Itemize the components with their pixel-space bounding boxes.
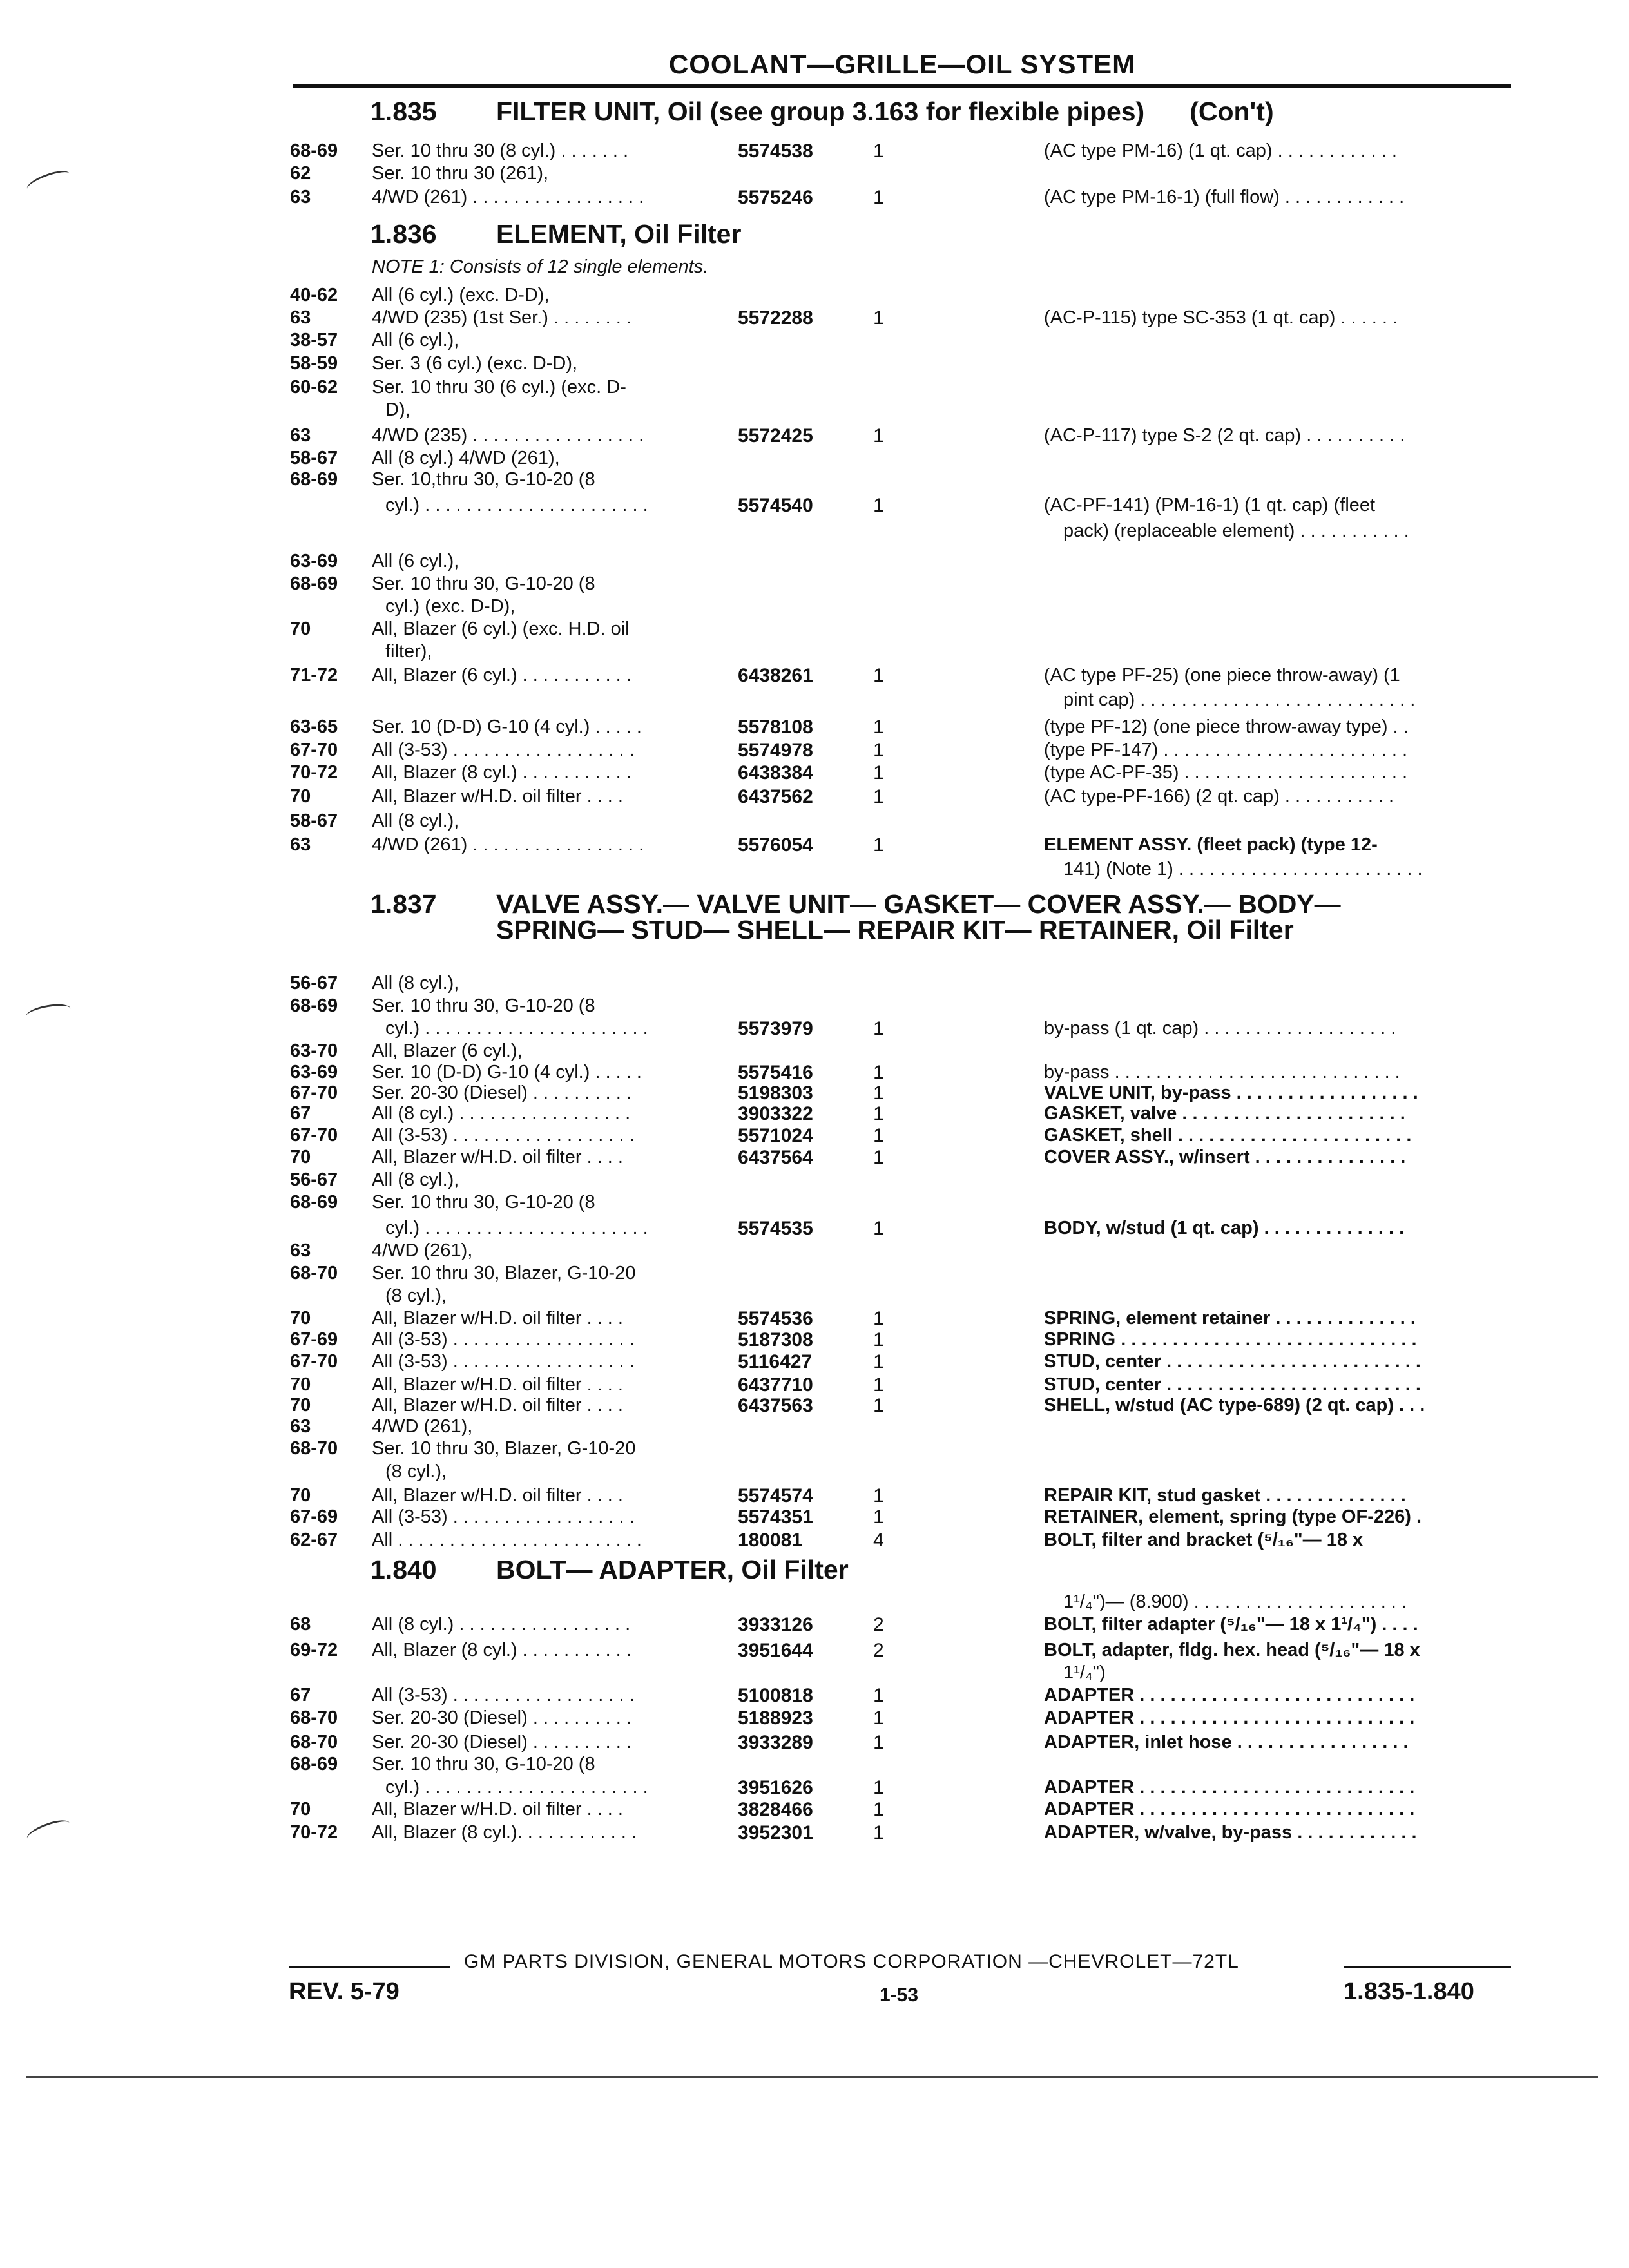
section-title: VALVE ASSY.— VALVE UNIT— GASKET— COVER ASSY.— BODY— bbox=[496, 889, 1341, 919]
application: Ser. 10 thru 30 (6 cyl.) (exc. D- bbox=[372, 377, 626, 398]
description: VALVE UNIT, by-pass . . . . . . . . . . . . . . . . . . bbox=[1044, 1082, 1418, 1103]
model-year: 63 bbox=[290, 307, 311, 328]
description: SHELL, w/stud (AC type-689) (2 qt. cap) . . . bbox=[1044, 1395, 1425, 1416]
quantity: 1 bbox=[873, 495, 884, 516]
application: All, Blazer w/H.D. oil filter . . . . bbox=[372, 1147, 623, 1168]
quantity: 1 bbox=[873, 1308, 884, 1329]
part-number: 3828466 bbox=[738, 1799, 813, 1820]
quantity: 1 bbox=[873, 786, 884, 807]
application: All (6 cyl.), bbox=[372, 330, 459, 351]
quantity: 1 bbox=[873, 187, 884, 208]
description: ELEMENT ASSY. (fleet pack) (type 12- bbox=[1044, 834, 1378, 855]
section-header bbox=[371, 97, 1274, 127]
description: (type PF-12) (one piece throw-away type) . . bbox=[1044, 716, 1409, 737]
quantity: 1 bbox=[873, 1822, 884, 1843]
section-header bbox=[371, 219, 741, 249]
part-number: 6437563 bbox=[738, 1395, 813, 1416]
application: Ser. 10 thru 30 (8 cyl.) . . . . . . . bbox=[372, 140, 629, 161]
model-year: 63-69 bbox=[290, 551, 338, 572]
application: All, Blazer w/H.D. oil filter . . . . bbox=[372, 1374, 623, 1395]
application: All, Blazer (8 cyl.). . . . . . . . . . . . bbox=[372, 1822, 637, 1843]
model-year: 68-69 bbox=[290, 573, 338, 594]
model-year: 70 bbox=[290, 1485, 311, 1506]
application: All (6 cyl.) (exc. D-D), bbox=[372, 285, 550, 305]
model-year: 63 bbox=[290, 187, 311, 207]
model-year: 63 bbox=[290, 1416, 311, 1437]
part-number: 3903322 bbox=[738, 1103, 813, 1124]
description: GASKET, shell . . . . . . . . . . . . . . . . . . . . . . . bbox=[1044, 1125, 1412, 1146]
part-number: 6437562 bbox=[738, 786, 813, 807]
part-number: 6438384 bbox=[738, 762, 813, 783]
application: 4/WD (235) . . . . . . . . . . . . . . . . . bbox=[372, 425, 644, 446]
part-number: 5575416 bbox=[738, 1062, 813, 1083]
application: All (6 cyl.), bbox=[372, 551, 459, 572]
model-year: 63-69 bbox=[290, 1062, 338, 1082]
part-number: 6437564 bbox=[738, 1147, 813, 1168]
application: Ser. 10 (D-D) G-10 (4 cyl.) . . . . . bbox=[372, 716, 642, 737]
application: All, Blazer w/H.D. oil filter . . . . bbox=[372, 1308, 623, 1329]
quantity: 1 bbox=[873, 307, 884, 329]
description: by-pass . . . . . . . . . . . . . . . . . . . . . . . . . . . . bbox=[1044, 1062, 1400, 1082]
quantity: 1 bbox=[873, 1018, 884, 1039]
application: All, Blazer (6 cyl.) (exc. H.D. oil bbox=[372, 619, 630, 639]
model-year: 68-70 bbox=[290, 1263, 338, 1283]
model-year: 68-70 bbox=[290, 1707, 338, 1728]
model-year: 70 bbox=[290, 1799, 311, 1820]
quantity: 1 bbox=[873, 140, 884, 162]
quantity: 1 bbox=[873, 1685, 884, 1706]
description: BOLT, adapter, fldg. hex. head (⁵/₁₆"— 18 x bbox=[1044, 1640, 1420, 1660]
section-title: FILTER UNIT, Oil (see group 3.163 for flexible pipes) bbox=[496, 97, 1145, 126]
application: All, Blazer w/H.D. oil filter . . . . bbox=[372, 786, 623, 807]
application: Ser. 10 thru 30, Blazer, G-10-20 bbox=[372, 1438, 636, 1459]
application: All, Blazer w/H.D. oil filter . . . . bbox=[372, 1799, 623, 1820]
model-year: 62-67 bbox=[290, 1530, 338, 1550]
application: Ser. 10 thru 30, G-10-20 (8 bbox=[372, 573, 595, 594]
model-year: 63-70 bbox=[290, 1041, 338, 1061]
part-number: 3952301 bbox=[738, 1822, 813, 1843]
part-number: 3933289 bbox=[738, 1732, 813, 1753]
model-year: 56-67 bbox=[290, 1169, 338, 1190]
continued-label: (Con't) bbox=[1190, 97, 1274, 126]
part-number: 6437710 bbox=[738, 1374, 813, 1396]
part-number: 5100818 bbox=[738, 1685, 813, 1706]
description-continued: 141) (Note 1) . . . . . . . . . . . . . . . . . . . . . . . . bbox=[1063, 859, 1423, 879]
application: All (3-53) . . . . . . . . . . . . . . . . . . bbox=[372, 1351, 635, 1372]
description-continued: pack) (replaceable element) . . . . . . . . . . . bbox=[1063, 521, 1409, 541]
quantity: 1 bbox=[873, 834, 884, 856]
model-year: 67 bbox=[290, 1685, 311, 1706]
description: ADAPTER, w/valve, by-pass . . . . . . . . . . . . bbox=[1044, 1822, 1417, 1843]
model-year: 68-69 bbox=[290, 995, 338, 1016]
model-year: 68-70 bbox=[290, 1438, 338, 1459]
part-number: 5571024 bbox=[738, 1125, 813, 1146]
quantity: 1 bbox=[873, 1485, 884, 1506]
part-number: 180081 bbox=[738, 1530, 803, 1551]
application: All, Blazer w/H.D. oil filter . . . . bbox=[372, 1395, 623, 1416]
description: (AC-P-115) type SC-353 (1 qt. cap) . . . . . . bbox=[1044, 307, 1398, 328]
footer-page-number: 1-53 bbox=[880, 1984, 919, 2006]
quantity: 1 bbox=[873, 1125, 884, 1146]
application: All (8 cyl.), bbox=[372, 973, 459, 994]
quantity: 1 bbox=[873, 1799, 884, 1820]
section-title: ELEMENT, Oil Filter bbox=[496, 219, 742, 249]
application: All (8 cyl.) 4/WD (261), bbox=[372, 448, 560, 468]
application: Ser. 20-30 (Diesel) . . . . . . . . . . bbox=[372, 1707, 631, 1728]
application-continued: cyl.) . . . . . . . . . . . . . . . . . . . . . . bbox=[385, 1777, 648, 1798]
quantity: 1 bbox=[873, 665, 884, 686]
application: Ser. 3 (6 cyl.) (exc. D-D), bbox=[372, 353, 578, 374]
quantity: 4 bbox=[873, 1530, 884, 1551]
model-year: 63-65 bbox=[290, 716, 338, 737]
description: ADAPTER . . . . . . . . . . . . . . . . . . . . . . . . . . . bbox=[1044, 1777, 1415, 1798]
section-title-continued: SPRING— STUD— SHELL— REPAIR KIT— RETAINER, Oil Filter bbox=[496, 915, 1294, 945]
application: All . . . . . . . . . . . . . . . . . . . . . . . . bbox=[372, 1530, 642, 1550]
quantity: 1 bbox=[873, 740, 884, 761]
model-year: 63 bbox=[290, 1240, 311, 1261]
application: All (3-53) . . . . . . . . . . . . . . . . . . bbox=[372, 1125, 635, 1146]
application-continued: cyl.) . . . . . . . . . . . . . . . . . . . . . . bbox=[385, 1218, 648, 1238]
part-number: 5573979 bbox=[738, 1018, 813, 1039]
application: 4/WD (261), bbox=[372, 1240, 473, 1261]
section-number: 1.837 bbox=[371, 889, 437, 919]
application: Ser. 10 thru 30, G-10-20 (8 bbox=[372, 1754, 595, 1774]
footer-rule-right bbox=[1344, 1966, 1511, 1968]
section-note: NOTE 1: Consists of 12 single elements. bbox=[372, 256, 709, 277]
model-year: 60-62 bbox=[290, 377, 338, 398]
application: All (3-53) . . . . . . . . . . . . . . . . . . bbox=[372, 1506, 635, 1527]
description: (type PF-147) . . . . . . . . . . . . . . . . . . . . . . . . bbox=[1044, 740, 1408, 760]
model-year: 68-69 bbox=[290, 1192, 338, 1213]
model-year: 40-62 bbox=[290, 285, 338, 305]
part-number: 5574540 bbox=[738, 495, 813, 516]
application: All, Blazer (8 cyl.) . . . . . . . . . . . bbox=[372, 1640, 631, 1660]
description: SPRING . . . . . . . . . . . . . . . . . . . . . . . . . . . . . bbox=[1044, 1329, 1417, 1350]
model-year: 69-72 bbox=[290, 1640, 338, 1660]
model-year: 68-69 bbox=[290, 1754, 338, 1774]
application: All (3-53) . . . . . . . . . . . . . . . . . . bbox=[372, 740, 635, 760]
application: Ser. 10 thru 30 (261), bbox=[372, 163, 549, 184]
model-year: 63 bbox=[290, 834, 311, 855]
application: All (8 cyl.), bbox=[372, 1169, 459, 1190]
quantity: 2 bbox=[873, 1614, 884, 1635]
quantity: 1 bbox=[873, 1777, 884, 1798]
section-number: 1.835 bbox=[371, 97, 437, 126]
model-year: 68-69 bbox=[290, 469, 338, 490]
quantity: 1 bbox=[873, 1374, 884, 1396]
application: All (3-53) . . . . . . . . . . . . . . . . . . bbox=[372, 1329, 635, 1350]
description: (AC-PF-141) (PM-16-1) (1 qt. cap) (fleet bbox=[1044, 495, 1376, 515]
quantity: 2 bbox=[873, 1640, 884, 1661]
punch-mark bbox=[24, 1816, 72, 1846]
application: 4/WD (261) . . . . . . . . . . . . . . . . . bbox=[372, 187, 644, 207]
quantity: 1 bbox=[873, 1082, 884, 1104]
page-bottom-rule bbox=[26, 2076, 1598, 2078]
description-continued: pint cap) . . . . . . . . . . . . . . . . . . . . . . . . . . . bbox=[1063, 689, 1416, 710]
quantity: 1 bbox=[873, 1395, 884, 1416]
application: 4/WD (235) (1st Ser.) . . . . . . . . bbox=[372, 307, 631, 328]
quantity: 1 bbox=[873, 1103, 884, 1124]
part-number: 5578108 bbox=[738, 716, 813, 738]
application-continued: (8 cyl.), bbox=[385, 1285, 447, 1306]
part-number: 3951626 bbox=[738, 1777, 813, 1798]
punch-mark bbox=[24, 167, 72, 197]
model-year: 67-70 bbox=[290, 1082, 338, 1103]
application: Ser. 10,thru 30, G-10-20 (8 bbox=[372, 469, 595, 490]
part-number: 5575246 bbox=[738, 187, 813, 208]
description: COVER ASSY., w/insert . . . . . . . . . . . . . . . bbox=[1044, 1147, 1406, 1168]
description: (AC type PF-25) (one piece throw-away) (1 bbox=[1044, 665, 1400, 686]
description: ADAPTER . . . . . . . . . . . . . . . . . . . . . . . . . . . bbox=[1044, 1707, 1415, 1728]
model-year: 67-69 bbox=[290, 1506, 338, 1527]
model-year: 58-67 bbox=[290, 811, 338, 831]
description: REPAIR KIT, stud gasket . . . . . . . . . . . . . . bbox=[1044, 1485, 1406, 1506]
part-number: 6438261 bbox=[738, 665, 813, 686]
quantity: 1 bbox=[873, 1147, 884, 1168]
model-year: 67-70 bbox=[290, 1351, 338, 1372]
quantity: 1 bbox=[873, 1218, 884, 1239]
application: All (8 cyl.) . . . . . . . . . . . . . . . . . bbox=[372, 1614, 631, 1635]
quantity: 1 bbox=[873, 1707, 884, 1729]
application-continued: filter), bbox=[385, 641, 432, 662]
application: Ser. 10 thru 30, G-10-20 (8 bbox=[372, 1192, 595, 1213]
description: RETAINER, element, spring (type OF-226) . bbox=[1044, 1506, 1422, 1527]
description-continued: 1¹/₄")— (8.900) . . . . . . . . . . . . . . . . . . . . . bbox=[1063, 1591, 1407, 1612]
description: ADAPTER . . . . . . . . . . . . . . . . . . . . . . . . . . . bbox=[1044, 1799, 1415, 1820]
footer-publisher: GM PARTS DIVISION, GENERAL MOTORS CORPORATION —CHEVROLET—72TL bbox=[464, 1951, 1239, 1972]
description: by-pass (1 qt. cap) . . . . . . . . . . . . . . . . . . . bbox=[1044, 1018, 1396, 1039]
description: BODY, w/stud (1 qt. cap) . . . . . . . . . . . . . . bbox=[1044, 1218, 1405, 1238]
part-number: 5188923 bbox=[738, 1707, 813, 1729]
model-year: 68 bbox=[290, 1614, 311, 1635]
model-year: 70-72 bbox=[290, 1822, 338, 1843]
part-number: 5574978 bbox=[738, 740, 813, 761]
application: All, Blazer (6 cyl.) . . . . . . . . . . . bbox=[372, 665, 631, 686]
model-year: 68-70 bbox=[290, 1732, 338, 1753]
section-header bbox=[371, 1555, 849, 1585]
application-continued: cyl.) . . . . . . . . . . . . . . . . . . . . . . bbox=[385, 495, 648, 515]
description: GASKET, valve . . . . . . . . . . . . . . . . . . . . . . bbox=[1044, 1103, 1405, 1124]
model-year: 70 bbox=[290, 619, 311, 639]
part-number: 5576054 bbox=[738, 834, 813, 856]
quantity: 1 bbox=[873, 1732, 884, 1753]
quantity: 1 bbox=[873, 425, 884, 447]
description: STUD, center . . . . . . . . . . . . . . . . . . . . . . . . . bbox=[1044, 1374, 1421, 1395]
model-year: 67-69 bbox=[290, 1329, 338, 1350]
application-continued: (8 cyl.), bbox=[385, 1461, 447, 1482]
application: Ser. 20-30 (Diesel) . . . . . . . . . . bbox=[372, 1732, 631, 1753]
application: Ser. 10 thru 30, Blazer, G-10-20 bbox=[372, 1263, 636, 1283]
application: All (3-53) . . . . . . . . . . . . . . . . . . bbox=[372, 1685, 635, 1706]
quantity: 1 bbox=[873, 1351, 884, 1372]
application: Ser. 10 (D-D) G-10 (4 cyl.) . . . . . bbox=[372, 1062, 642, 1082]
footer-section-range: 1.835-1.840 bbox=[1344, 1978, 1474, 2005]
model-year: 70 bbox=[290, 1308, 311, 1329]
model-year: 70 bbox=[290, 786, 311, 807]
model-year: 58-59 bbox=[290, 353, 338, 374]
model-year: 67-70 bbox=[290, 740, 338, 760]
part-number: 5572425 bbox=[738, 425, 813, 447]
application: Ser. 10 thru 30, G-10-20 (8 bbox=[372, 995, 595, 1016]
punch-mark bbox=[25, 1001, 72, 1024]
quantity: 1 bbox=[873, 716, 884, 738]
part-number: 5574538 bbox=[738, 140, 813, 162]
quantity: 1 bbox=[873, 762, 884, 783]
description: (AC type PM-16) (1 qt. cap) . . . . . . . . . . . . bbox=[1044, 140, 1397, 161]
application: All, Blazer w/H.D. oil filter . . . . bbox=[372, 1485, 623, 1506]
part-number: 3951644 bbox=[738, 1640, 813, 1661]
model-year: 68-69 bbox=[290, 140, 338, 161]
title-rule bbox=[293, 84, 1511, 88]
application: 4/WD (261) . . . . . . . . . . . . . . . . . bbox=[372, 834, 644, 855]
footer-revision: REV. 5-79 bbox=[289, 1978, 400, 2005]
section-number: 1.836 bbox=[371, 219, 437, 249]
application: All (8 cyl.), bbox=[372, 811, 459, 831]
model-year: 62 bbox=[290, 163, 311, 184]
part-number: 5574351 bbox=[738, 1506, 813, 1528]
section-number: 1.840 bbox=[371, 1555, 437, 1584]
application-continued: cyl.) . . . . . . . . . . . . . . . . . . . . . . bbox=[385, 1018, 648, 1039]
description: ADAPTER . . . . . . . . . . . . . . . . . . . . . . . . . . . bbox=[1044, 1685, 1415, 1706]
description: SPRING, element retainer . . . . . . . . . . . . . . bbox=[1044, 1308, 1416, 1329]
quantity: 1 bbox=[873, 1506, 884, 1528]
quantity: 1 bbox=[873, 1062, 884, 1083]
part-number: 5574574 bbox=[738, 1485, 813, 1506]
model-year: 56-67 bbox=[290, 973, 338, 994]
part-number: 5116427 bbox=[738, 1351, 813, 1372]
application: Ser. 20-30 (Diesel) . . . . . . . . . . bbox=[372, 1082, 631, 1103]
part-number: 5572288 bbox=[738, 307, 813, 329]
part-number: 5187308 bbox=[738, 1329, 813, 1350]
application: All, Blazer (6 cyl.), bbox=[372, 1041, 523, 1061]
model-year: 70 bbox=[290, 1147, 311, 1168]
quantity: 1 bbox=[873, 1329, 884, 1350]
description: (AC type PM-16-1) (full flow) . . . . . . . . . . . . bbox=[1044, 187, 1405, 207]
part-number: 5574535 bbox=[738, 1218, 813, 1239]
application-continued: cyl.) (exc. D-D), bbox=[385, 596, 516, 617]
model-year: 70 bbox=[290, 1395, 311, 1416]
description-continued: 1¹/₄") bbox=[1063, 1662, 1106, 1683]
model-year: 58-67 bbox=[290, 448, 338, 468]
description: ADAPTER, inlet hose . . . . . . . . . . . . . . . . . bbox=[1044, 1732, 1409, 1753]
page-title: COOLANT—GRILLE—OIL SYSTEM bbox=[668, 49, 1136, 79]
model-year: 63 bbox=[290, 425, 311, 446]
description: STUD, center . . . . . . . . . . . . . . . . . . . . . . . . . bbox=[1044, 1351, 1421, 1372]
description: (AC type-PF-166) (2 qt. cap) . . . . . . . . . . . bbox=[1044, 786, 1394, 807]
application: All (8 cyl.) . . . . . . . . . . . . . . . . . bbox=[372, 1103, 631, 1124]
part-number: 5574536 bbox=[738, 1308, 813, 1329]
model-year: 71-72 bbox=[290, 665, 338, 686]
model-year: 70 bbox=[290, 1374, 311, 1395]
description: (AC-P-117) type S-2 (2 qt. cap) . . . . . . . . . . bbox=[1044, 425, 1405, 446]
part-number: 5198303 bbox=[738, 1082, 813, 1104]
model-year: 67-70 bbox=[290, 1125, 338, 1146]
description: BOLT, filter and bracket (⁵/₁₆"— 18 x bbox=[1044, 1530, 1364, 1550]
part-number: 3933126 bbox=[738, 1614, 813, 1635]
model-year: 38-57 bbox=[290, 330, 338, 351]
model-year: 70-72 bbox=[290, 762, 338, 783]
footer-rule-left bbox=[289, 1966, 450, 1968]
section-title: BOLT— ADAPTER, Oil Filter bbox=[496, 1555, 849, 1584]
description: (type AC-PF-35) . . . . . . . . . . . . . . . . . . . . . . bbox=[1044, 762, 1408, 783]
description: BOLT, filter adapter (⁵/₁₆"— 18 x 1¹/₄") . . . . bbox=[1044, 1614, 1418, 1635]
model-year: 67 bbox=[290, 1103, 311, 1124]
application-continued: D), bbox=[385, 399, 410, 420]
application: All, Blazer (8 cyl.) . . . . . . . . . . . bbox=[372, 762, 631, 783]
application: 4/WD (261), bbox=[372, 1416, 473, 1437]
